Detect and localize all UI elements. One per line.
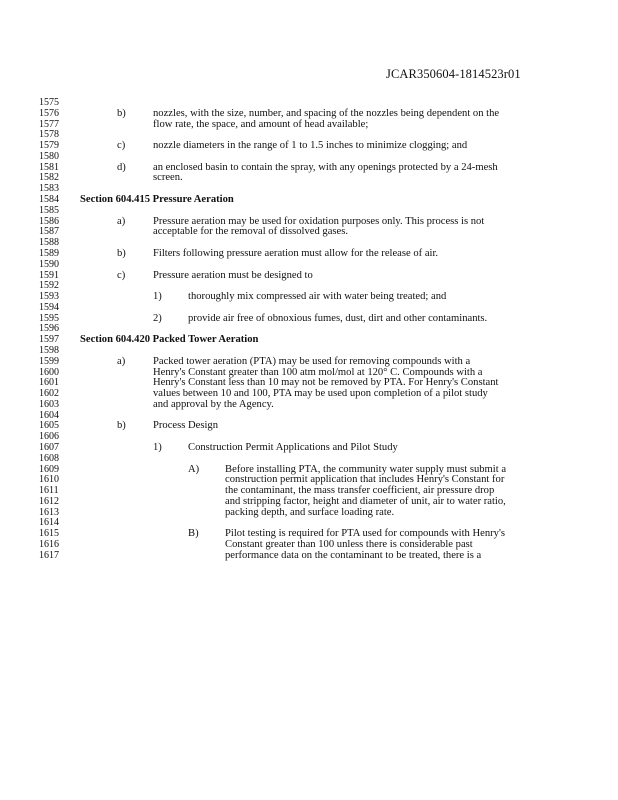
document-id: JCAR350604-1814523r01 xyxy=(386,67,521,81)
section-heading: Section 604.420 Packed Tower Aeration xyxy=(80,334,259,346)
document-line xyxy=(0,129,618,140)
line-text: and approval by the Agency. xyxy=(153,398,274,410)
line-text: Henry's Constant greater than 100 atm mol/mol at 120° C. Compounds with a xyxy=(153,366,483,378)
line-text: Construction Permit Applications and Pilot Study xyxy=(188,442,398,453)
line-number: 1613 xyxy=(39,506,59,518)
line-number: 1612 xyxy=(39,495,59,507)
line-number: 1580 xyxy=(39,150,59,162)
list-item-label: a) xyxy=(117,215,126,227)
line-number: 1599 xyxy=(39,355,59,367)
line-number: 1604 xyxy=(39,409,59,421)
line-text: Pressure aeration must be designed to xyxy=(153,269,313,281)
section-heading-line xyxy=(0,194,618,205)
line-number: 1607 xyxy=(39,442,59,453)
line-number: 1592 xyxy=(39,280,59,292)
document-line xyxy=(0,377,618,388)
line-text: thoroughly mix compressed air with water being treated; and xyxy=(188,291,447,303)
list-item-label: a) xyxy=(117,355,126,367)
document-line xyxy=(0,313,618,324)
line-number: 1588 xyxy=(39,237,59,249)
section-heading: Section 604.415 Pressure Aeration xyxy=(80,194,234,206)
line-text: Process Design xyxy=(153,420,219,432)
line-number: 1598 xyxy=(39,344,59,356)
line-text: flow rate, the space, and amount of head available; xyxy=(153,118,369,130)
line-number: 1603 xyxy=(39,398,59,410)
line-number: 1582 xyxy=(39,172,59,184)
document-line xyxy=(0,345,618,356)
line-number: 1591 xyxy=(39,269,59,281)
document-line xyxy=(0,162,618,173)
document-line xyxy=(0,539,618,550)
document-line xyxy=(0,453,618,464)
document-line xyxy=(0,496,618,507)
line-text: Before installing PTA, the community water supply must submit a xyxy=(225,463,507,475)
line-text: screen. xyxy=(153,172,183,184)
line-text: Filters following pressure aeration must allow for the release of air. xyxy=(153,247,439,259)
document-line xyxy=(0,270,618,281)
list-item-label: 1) xyxy=(153,291,162,303)
document-line xyxy=(0,464,618,475)
line-number: 1594 xyxy=(39,301,59,313)
document-line xyxy=(0,550,618,561)
line-number: 1601 xyxy=(39,377,59,389)
line-number: 1616 xyxy=(39,539,59,551)
document-line xyxy=(0,280,618,291)
line-number: 1576 xyxy=(39,107,59,119)
list-item-label: b) xyxy=(117,107,126,119)
line-number: 1600 xyxy=(39,366,59,378)
document-body xyxy=(0,97,618,561)
document-line xyxy=(0,367,618,378)
document-line xyxy=(0,323,618,334)
line-number: 1617 xyxy=(39,549,59,561)
document-line xyxy=(0,507,618,518)
line-text: Pilot testing is required for PTA used for compounds with Henry's xyxy=(225,528,505,540)
line-text: construction permit application that includes Henry's Constant for xyxy=(225,474,505,486)
line-text: the contaminant, the mass transfer coefficient, air pressure drop xyxy=(225,485,495,497)
document-line xyxy=(0,517,618,528)
document-line xyxy=(0,485,618,496)
line-number: 1589 xyxy=(39,247,59,259)
line-text: Constant greater than 100 unless there is considerable past xyxy=(225,539,473,551)
line-number: 1581 xyxy=(39,161,59,173)
list-item-label: c) xyxy=(117,140,126,152)
document-line xyxy=(0,216,618,227)
line-number: 1610 xyxy=(39,474,59,486)
document-line xyxy=(0,97,618,108)
document-line xyxy=(0,140,618,151)
document-line xyxy=(0,528,618,539)
line-number: 1590 xyxy=(39,258,59,270)
list-item-label: A) xyxy=(188,463,200,475)
line-text: packing depth, and surface loading rate. xyxy=(225,506,395,518)
section-heading-line xyxy=(0,334,618,345)
document-line xyxy=(0,226,618,237)
line-text: acceptable for the removal of dissolved gases. xyxy=(153,226,349,238)
line-number: 1585 xyxy=(39,204,59,216)
line-number: 1583 xyxy=(39,183,59,195)
document-line xyxy=(0,420,618,431)
line-number: 1602 xyxy=(39,388,59,400)
list-item-label: d) xyxy=(117,161,126,173)
line-number: 1597 xyxy=(39,334,59,346)
document-line xyxy=(0,248,618,259)
line-number: 1606 xyxy=(39,431,59,443)
line-number: 1584 xyxy=(39,194,59,206)
line-number: 1579 xyxy=(39,140,59,152)
list-item-label: b) xyxy=(117,247,126,259)
line-number: 1577 xyxy=(39,118,59,130)
list-item-label: b) xyxy=(117,420,126,432)
line-number: 1608 xyxy=(39,452,59,464)
line-number: 1614 xyxy=(39,517,59,529)
list-item-label: B) xyxy=(188,528,199,540)
document-line xyxy=(0,172,618,183)
document-line xyxy=(0,151,618,162)
document-line xyxy=(0,356,618,367)
line-number: 1609 xyxy=(39,463,59,475)
document-line xyxy=(0,237,618,248)
line-text: Henry's Constant less than 10 may not be removed by PTA. For Henry's Constant xyxy=(153,377,499,389)
document-line xyxy=(0,291,618,302)
line-number: 1578 xyxy=(39,129,59,141)
line-text: Packed tower aeration (PTA) may be used for removing compounds with a xyxy=(153,355,471,367)
line-number: 1575 xyxy=(39,97,59,108)
line-number: 1615 xyxy=(39,528,59,540)
document-line xyxy=(0,431,618,442)
line-number: 1595 xyxy=(39,312,59,324)
document-line xyxy=(0,410,618,421)
line-number: 1593 xyxy=(39,291,59,303)
line-number: 1587 xyxy=(39,226,59,238)
document-line xyxy=(0,259,618,270)
line-number: 1586 xyxy=(39,215,59,227)
line-number: 1611 xyxy=(39,485,59,497)
list-item-label: 1) xyxy=(153,442,162,453)
document-line xyxy=(0,205,618,216)
line-text: values between 10 and 100, PTA may be used upon completion of a pilot study xyxy=(153,388,488,400)
document-line xyxy=(0,388,618,399)
line-number: 1596 xyxy=(39,323,59,335)
document-line xyxy=(0,183,618,194)
line-number: 1605 xyxy=(39,420,59,432)
document-line xyxy=(0,302,618,313)
document-line xyxy=(0,399,618,410)
line-text: and stripping factor, height and diameter of unit, air to water ratio, xyxy=(225,495,506,507)
line-text: nozzle diameters in the range of 1 to 1.5 inches to minimize clogging; and xyxy=(153,140,468,152)
list-item-label: 2) xyxy=(153,312,162,324)
line-text: an enclosed basin to contain the spray, with any openings protected by a 24-mesh xyxy=(153,161,498,173)
document-line xyxy=(0,108,618,119)
document-line xyxy=(0,442,618,453)
list-item-label: c) xyxy=(117,269,126,281)
line-text: Pressure aeration may be used for oxidation purposes only. This process is not xyxy=(153,215,485,227)
document-line xyxy=(0,119,618,130)
line-text: performance data on the contaminant to be treated, there is a xyxy=(225,549,482,561)
line-text: provide air free of obnoxious fumes, dust, dirt and other contaminants. xyxy=(188,312,488,324)
document-line xyxy=(0,474,618,485)
line-text: nozzles, with the size, number, and spacing of the nozzles being dependent on the xyxy=(153,107,500,119)
